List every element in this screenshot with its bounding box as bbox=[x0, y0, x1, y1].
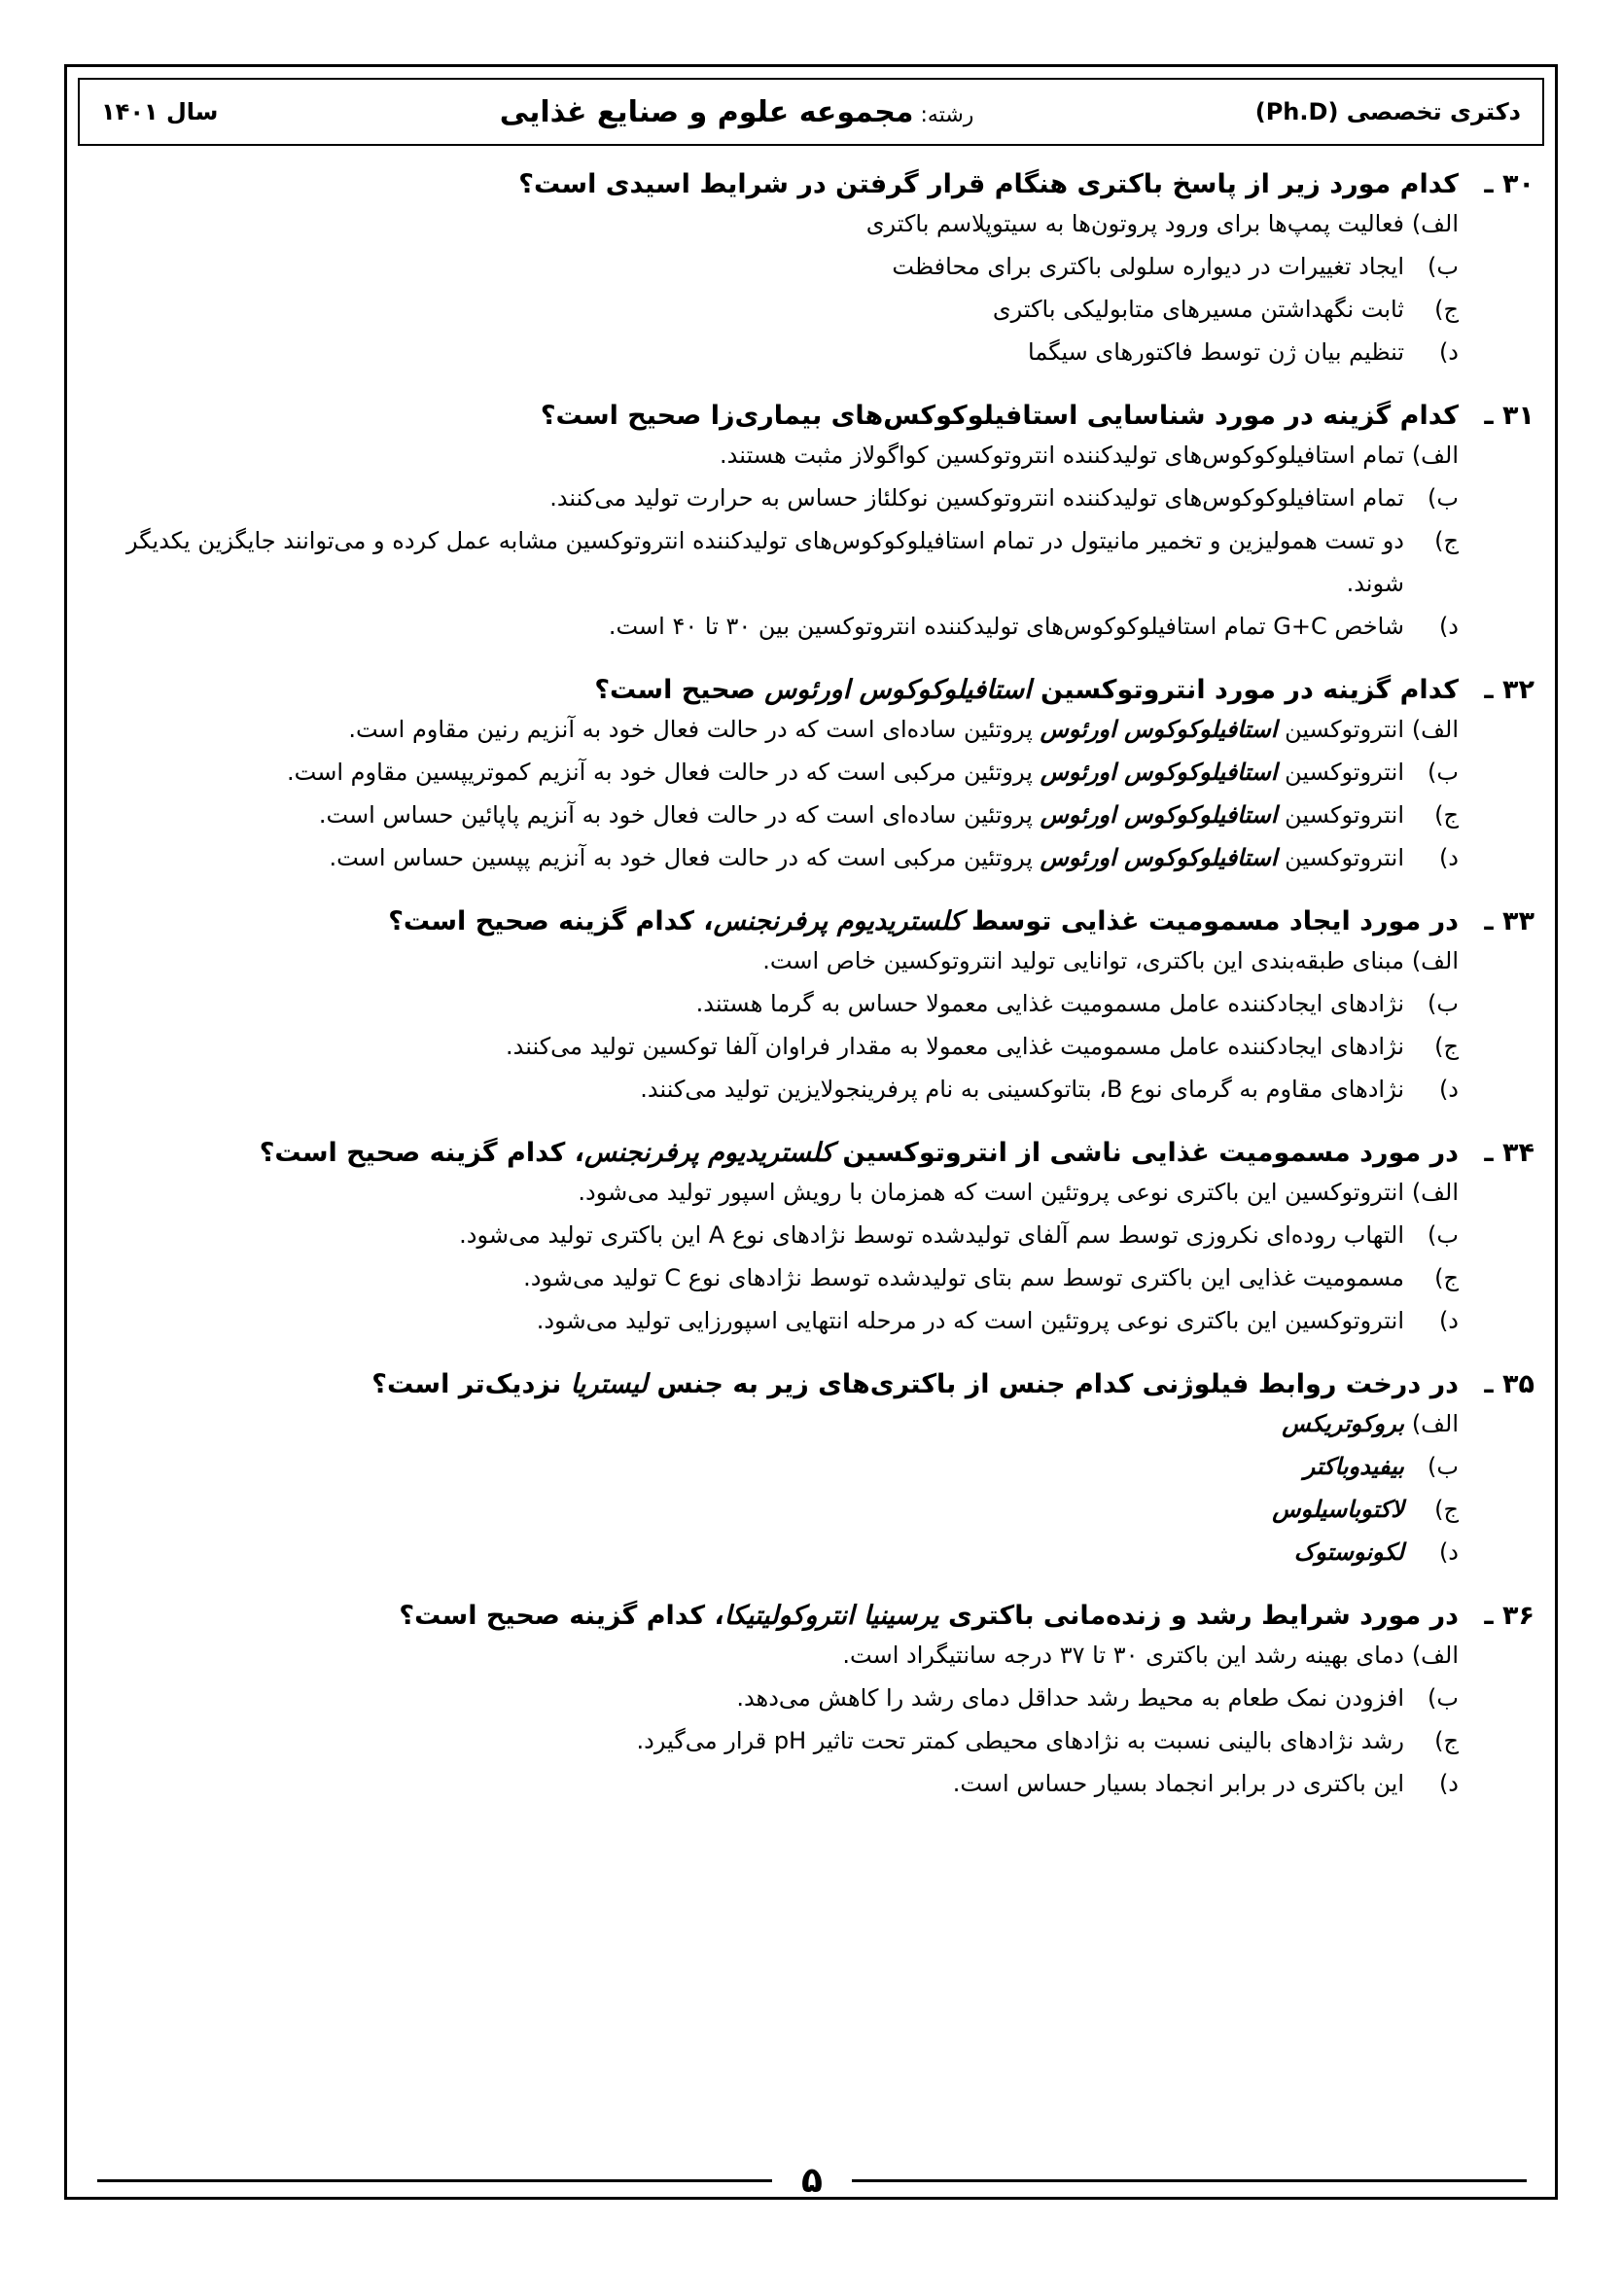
question-number: ۳۵ ـ bbox=[1484, 1369, 1534, 1399]
option-dal bbox=[93, 1068, 1459, 1111]
question-number: ۳۱ ـ bbox=[1484, 401, 1534, 431]
species-name: یرسینیا انتروکولیتیکا bbox=[723, 1601, 939, 1631]
option-text: لکونوستوک bbox=[1293, 1538, 1404, 1566]
option-label: ب) bbox=[1428, 759, 1459, 786]
option-jim bbox=[93, 1719, 1459, 1762]
option-label: ب) bbox=[1428, 1221, 1459, 1249]
question-32 bbox=[93, 673, 1534, 879]
option-label: ج) bbox=[1434, 1264, 1459, 1291]
option-text: تمام استافیلوکوکوس‌های تولیدکننده انتروتوکسین کواگولاز مثبت هستند. bbox=[719, 442, 1404, 469]
option-dal bbox=[93, 836, 1459, 879]
question-number: ۳۲ ـ bbox=[1484, 675, 1534, 705]
option-label: د) bbox=[1438, 1307, 1459, 1334]
page-number: ۵ bbox=[801, 2160, 823, 2201]
option-jim bbox=[93, 1488, 1459, 1531]
degree-label: دکتری تخصصی (Ph.D) bbox=[1254, 98, 1521, 125]
option-text: لاکتوباسیلوس bbox=[1272, 1496, 1404, 1523]
option-dal bbox=[93, 605, 1459, 648]
option-text: دمای بهینه رشد این باکتری ۳۰ تا ۳۷ درجه سانتیگراد است. bbox=[842, 1642, 1404, 1669]
option-jim bbox=[93, 794, 1459, 836]
option-label: الف) bbox=[1411, 1642, 1459, 1669]
option-label: ب) bbox=[1428, 1453, 1459, 1480]
option-be bbox=[93, 1214, 1459, 1256]
page-footer bbox=[97, 2161, 1527, 2200]
option-dal bbox=[93, 331, 1459, 373]
question-33 bbox=[93, 904, 1534, 1111]
option-be bbox=[93, 245, 1459, 288]
option-label: ج) bbox=[1434, 1727, 1459, 1754]
option-label: د) bbox=[1438, 613, 1459, 640]
option-text: نژادهای ایجادکننده عامل مسمومیت غذایی معمولا به مقدار فراوان آلفا توکسین تولید می‌کنند. bbox=[505, 1033, 1404, 1060]
option-label: الف) bbox=[1411, 1179, 1459, 1206]
option-text: مبنای طبقه‌بندی این باکتری، توانایی تولید انتروتوکسین خاص است. bbox=[762, 947, 1404, 974]
option-label: ب) bbox=[1428, 1684, 1459, 1712]
option-text: نژادهای ایجادکننده عامل مسمومیت غذایی معمولا حساس به گرما هستند. bbox=[695, 990, 1404, 1017]
option-label: الف) bbox=[1411, 947, 1459, 974]
option-dal bbox=[93, 1531, 1459, 1573]
option-text: رشد نژادهای بالینی نسبت به نژادهای محیطی کمتر تحت تاثیر pH قرار می‌گیرد. bbox=[636, 1727, 1404, 1754]
option-text: ایجاد تغییرات در دیواره سلولی باکتری برای محافظت bbox=[892, 253, 1404, 280]
option-alef bbox=[93, 1402, 1459, 1445]
question-text: در مورد ایجاد مسمومیت غذایی توسط کلستریدیوم پرفرنجنس، کدام گزینه صحیح است؟ bbox=[388, 906, 1459, 936]
option-dal bbox=[93, 1299, 1459, 1342]
option-be bbox=[93, 982, 1459, 1025]
species-name: کلستریدیوم پرفرنجنس bbox=[584, 1138, 833, 1168]
question-text: کدام گزینه در مورد انتروتوکسین استافیلوکوکوس اورئوس صحیح است؟ bbox=[594, 675, 1459, 705]
option-text: افزودن نمک طعام به محیط رشد حداقل دمای رشد را کاهش می‌دهد. bbox=[736, 1684, 1404, 1712]
option-text: تنظیم بیان ژن توسط فاکتورهای سیگما bbox=[1028, 338, 1404, 366]
question-text: در مورد شرایط رشد و زنده‌مانی باکتری یرسینیا انتروکولیتیکا، کدام گزینه صحیح است؟ bbox=[399, 1601, 1459, 1631]
option-be bbox=[93, 477, 1459, 519]
option-label: ج) bbox=[1434, 296, 1459, 323]
option-text: این باکتری در برابر انجماد بسیار حساس است. bbox=[952, 1770, 1404, 1797]
option-text: انتروتوکسین استافیلوکوکوس اورئوس پروتئین ساده‌ای است که در حالت فعال خود به آنزیم رنین مقاوم است. bbox=[348, 716, 1404, 743]
option-jim bbox=[93, 1025, 1459, 1068]
option-label: ج) bbox=[1434, 1496, 1459, 1523]
option-alef bbox=[93, 1171, 1459, 1214]
option-label: د) bbox=[1438, 338, 1459, 366]
field-label: رشته: bbox=[920, 102, 974, 127]
question-text: در درخت روابط فیلوژنی کدام جنس از باکتری‌های زیر به جنس لیستریا نزدیک‌تر است؟ bbox=[371, 1369, 1459, 1399]
option-text: التهاب روده‌ای نکروزی توسط سم آلفای تولیدشده توسط نژادهای نوع A این باکتری تولید می‌شود. bbox=[459, 1221, 1404, 1249]
option-dal bbox=[93, 1762, 1459, 1805]
option-alef bbox=[93, 708, 1459, 751]
option-text: ثابت نگهداشتن مسیرهای متابولیکی باکتری bbox=[992, 296, 1404, 323]
option-label: الف) bbox=[1411, 716, 1459, 743]
option-text: انتروتوکسین استافیلوکوکوس اورئوس پروتئین مرکبی است که در حالت فعال خود به آنزیم کموتریپسین مقاوم است. bbox=[287, 759, 1404, 786]
option-alef bbox=[93, 939, 1459, 982]
option-be bbox=[93, 1445, 1459, 1488]
option-label: د) bbox=[1438, 1770, 1459, 1797]
option-text: مسمومیت غذایی این باکتری توسط سم بتای تولیدشده توسط نژادهای نوع C تولید می‌شود. bbox=[523, 1264, 1404, 1291]
option-alef bbox=[93, 1634, 1459, 1677]
option-label: ب) bbox=[1428, 484, 1459, 512]
option-label: الف) bbox=[1411, 210, 1459, 237]
option-text: بروکوتریکس bbox=[1282, 1410, 1404, 1437]
species-name: استافیلوکوکوس اورئوس bbox=[764, 675, 1032, 705]
option-text: انتروتوکسین استافیلوکوکوس اورئوس پروتئین ساده‌ای است که در حالت فعال خود به آنزیم پاپائین حساس است. bbox=[318, 801, 1404, 829]
question-text: کدام مورد زیر از پاسخ باکتری هنگام قرار گرفتن در شرایط اسیدی است؟ bbox=[518, 169, 1459, 199]
option-label: ج) bbox=[1434, 1033, 1459, 1060]
question-35 bbox=[93, 1367, 1534, 1573]
option-text: فعالیت پمپ‌ها برای ورود پروتون‌ها به سیتوپلاسم باکتری bbox=[865, 210, 1404, 237]
field-name: مجموعه علوم و صنایع غذایی bbox=[499, 94, 914, 129]
question-34 bbox=[93, 1136, 1534, 1342]
option-label: د) bbox=[1438, 844, 1459, 871]
field-title bbox=[500, 95, 974, 129]
footer-rule-left bbox=[97, 2179, 772, 2182]
option-jim bbox=[93, 519, 1459, 605]
option-label: الف) bbox=[1411, 1410, 1459, 1437]
option-label: ب) bbox=[1428, 253, 1459, 280]
option-label: ج) bbox=[1434, 527, 1459, 554]
option-text: انتروتوکسین این باکتری نوعی پروتئین است که همزمان با رویش اسپور تولید می‌شود. bbox=[578, 1179, 1404, 1206]
question-36 bbox=[93, 1599, 1534, 1805]
option-label: ج) bbox=[1434, 801, 1459, 829]
species-name: کلستریدیوم پرفرنجنس bbox=[713, 906, 963, 936]
option-text: انتروتوکسین استافیلوکوکوس اورئوس پروتئین مرکبی است که در حالت فعال خود به آنزیم پپسین حساس است. bbox=[329, 844, 1404, 871]
question-31 bbox=[93, 399, 1534, 648]
question-number: ۳۴ ـ bbox=[1484, 1138, 1534, 1168]
option-text: شاخص G+C تمام استافیلوکوکوس‌های تولیدکننده انتروتوکسین بین ۳۰ تا ۴۰ است. bbox=[608, 613, 1404, 640]
questions-area bbox=[93, 167, 1534, 1830]
question-30 bbox=[93, 167, 1534, 373]
option-label: د) bbox=[1438, 1076, 1459, 1103]
option-text: انتروتوکسین این باکتری نوعی پروتئین است که در مرحله انتهایی اسپورزایی تولید می‌شود. bbox=[536, 1307, 1404, 1334]
option-jim bbox=[93, 288, 1459, 331]
option-label: د) bbox=[1438, 1538, 1459, 1566]
exam-header bbox=[78, 78, 1544, 146]
footer-rule-right bbox=[852, 2179, 1527, 2182]
option-alef bbox=[93, 202, 1459, 245]
genus-name: لیستریا bbox=[570, 1369, 648, 1399]
option-text: نژادهای مقاوم به گرمای نوع B، بتاتوکسینی به نام پرفرینجولایزین تولید می‌کنند. bbox=[640, 1076, 1404, 1103]
option-be bbox=[93, 1677, 1459, 1719]
year-label: سال ۱۴۰۱ bbox=[101, 98, 219, 125]
option-label: الف) bbox=[1411, 442, 1459, 469]
option-jim bbox=[93, 1256, 1459, 1299]
option-text: تمام استافیلوکوکوس‌های تولیدکننده انتروتوکسین نوکلئاز حساس به حرارت تولید می‌کنند. bbox=[549, 484, 1404, 512]
option-text: بیفیدوباکتر bbox=[1303, 1453, 1404, 1480]
question-text: کدام گزینه در مورد شناسایی استافیلوکوکس‌های بیماری‌زا صحیح است؟ bbox=[540, 401, 1459, 431]
question-number: ۳۶ ـ bbox=[1484, 1601, 1534, 1631]
question-number: ۳۰ ـ bbox=[1484, 169, 1534, 199]
option-alef bbox=[93, 434, 1459, 477]
question-number: ۳۳ ـ bbox=[1484, 906, 1534, 936]
question-text: در مورد مسمومیت غذایی ناشی از انتروتوکسین کلستریدیوم پرفرنجنس، کدام گزینه صحیح است؟ bbox=[259, 1138, 1459, 1168]
option-label: ب) bbox=[1428, 990, 1459, 1017]
option-be bbox=[93, 751, 1459, 794]
option-text: دو تست همولیزین و تخمیر مانیتول در تمام استافیلوکوکوس‌های تولیدکننده انتروتوکسین مشابه عمل کرده و می‌توانند جایگزین یکدیگر شوند. bbox=[126, 527, 1404, 597]
